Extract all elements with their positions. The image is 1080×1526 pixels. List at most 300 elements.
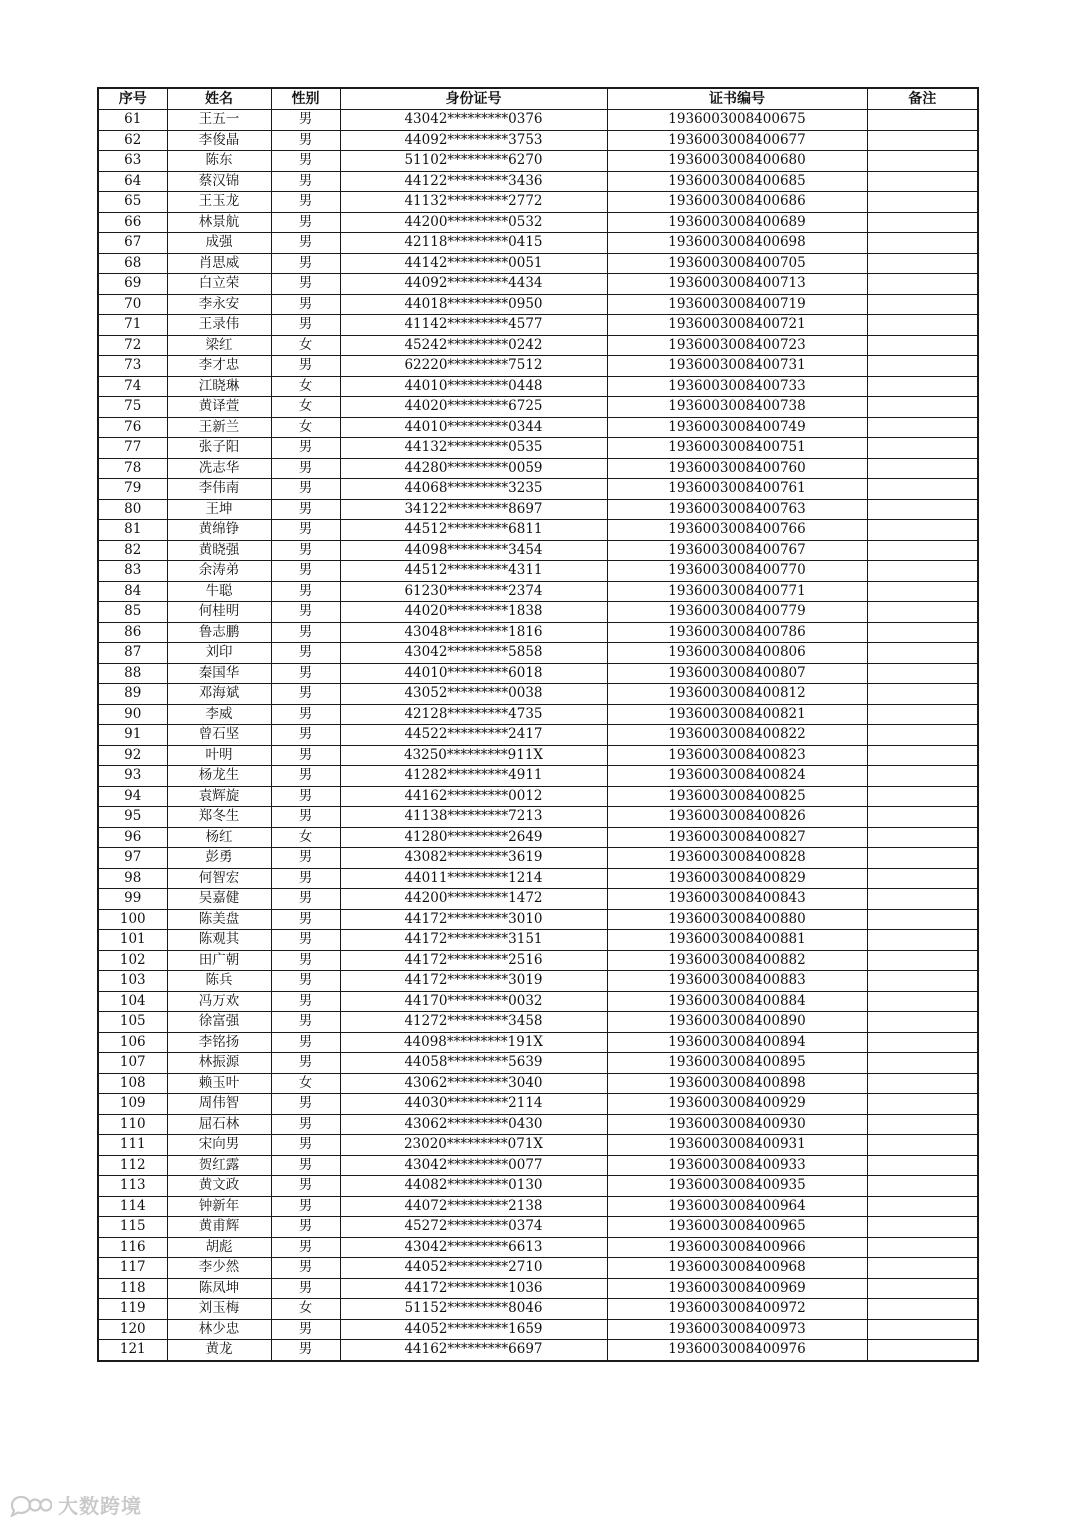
cell-id-number: 43082*********3619 xyxy=(340,848,607,869)
cell-name: 李永安 xyxy=(167,294,271,315)
cell-index: 104 xyxy=(98,991,167,1012)
cell-index: 71 xyxy=(98,315,167,336)
header-gender: 性别 xyxy=(271,88,340,110)
cell-id-number: 43042*********0077 xyxy=(340,1155,607,1176)
cell-index: 120 xyxy=(98,1319,167,1340)
table-row xyxy=(98,151,978,172)
cell-name: 黄晓强 xyxy=(167,540,271,561)
table-row xyxy=(98,684,978,705)
cell-certificate-number: 1936003008400824 xyxy=(607,766,867,787)
cell-id-number: 41280*********2649 xyxy=(340,827,607,848)
cell-gender: 男 xyxy=(271,1114,340,1135)
cell-gender: 男 xyxy=(271,581,340,602)
cell-remarks xyxy=(867,335,978,356)
cell-gender: 女 xyxy=(271,1299,340,1320)
cell-index: 72 xyxy=(98,335,167,356)
cell-gender: 女 xyxy=(271,376,340,397)
table-row xyxy=(98,745,978,766)
cell-certificate-number: 1936003008400680 xyxy=(607,151,867,172)
cell-certificate-number: 1936003008400826 xyxy=(607,807,867,828)
cell-gender: 男 xyxy=(271,1176,340,1197)
table-row xyxy=(98,1135,978,1156)
cell-name: 白立荣 xyxy=(167,274,271,295)
cell-certificate-number: 1936003008400749 xyxy=(607,417,867,438)
table-row xyxy=(98,1176,978,1197)
cell-index: 77 xyxy=(98,438,167,459)
cell-gender: 男 xyxy=(271,868,340,889)
cell-id-number: 44010*********6018 xyxy=(340,663,607,684)
cell-index: 70 xyxy=(98,294,167,315)
cell-id-number: 44092*********4434 xyxy=(340,274,607,295)
cell-gender: 男 xyxy=(271,1237,340,1258)
cell-name: 邓海斌 xyxy=(167,684,271,705)
cell-certificate-number: 1936003008400786 xyxy=(607,622,867,643)
cell-index: 115 xyxy=(98,1217,167,1238)
table-row xyxy=(98,171,978,192)
cell-index: 113 xyxy=(98,1176,167,1197)
cell-name: 李才忠 xyxy=(167,356,271,377)
cell-certificate-number: 1936003008400751 xyxy=(607,438,867,459)
cell-id-number: 44092*********3753 xyxy=(340,130,607,151)
cell-id-number: 44512*********4311 xyxy=(340,561,607,582)
cell-name: 李铭扬 xyxy=(167,1032,271,1053)
cell-index: 94 xyxy=(98,786,167,807)
table-row xyxy=(98,540,978,561)
cell-index: 102 xyxy=(98,950,167,971)
cell-id-number: 41138*********7213 xyxy=(340,807,607,828)
cell-index: 74 xyxy=(98,376,167,397)
cell-id-number: 44098*********191X xyxy=(340,1032,607,1053)
cell-id-number: 44172*********2516 xyxy=(340,950,607,971)
cell-name: 黄文政 xyxy=(167,1176,271,1197)
cell-gender: 男 xyxy=(271,1340,340,1361)
cell-remarks xyxy=(867,233,978,254)
table-row xyxy=(98,356,978,377)
cell-name: 何桂明 xyxy=(167,602,271,623)
cell-gender: 男 xyxy=(271,766,340,787)
cell-gender: 女 xyxy=(271,335,340,356)
cell-remarks xyxy=(867,950,978,971)
cell-name: 陈兵 xyxy=(167,971,271,992)
cell-gender: 男 xyxy=(271,909,340,930)
cell-name: 曾石坚 xyxy=(167,725,271,746)
table-row xyxy=(98,315,978,336)
cell-remarks xyxy=(867,1196,978,1217)
cell-index: 110 xyxy=(98,1114,167,1135)
cell-index: 106 xyxy=(98,1032,167,1053)
cell-certificate-number: 1936003008400823 xyxy=(607,745,867,766)
cell-remarks xyxy=(867,868,978,889)
cell-remarks xyxy=(867,397,978,418)
table-row xyxy=(98,930,978,951)
cell-gender: 男 xyxy=(271,663,340,684)
cell-remarks xyxy=(867,1340,978,1361)
cell-name: 余涛弟 xyxy=(167,561,271,582)
cell-remarks xyxy=(867,192,978,213)
cell-id-number: 44122*********3436 xyxy=(340,171,607,192)
cell-gender: 男 xyxy=(271,1155,340,1176)
table-row xyxy=(98,1032,978,1053)
cell-name: 牛聪 xyxy=(167,581,271,602)
cell-index: 99 xyxy=(98,889,167,910)
cell-certificate-number: 1936003008400733 xyxy=(607,376,867,397)
cell-certificate-number: 1936003008400884 xyxy=(607,991,867,1012)
cell-index: 91 xyxy=(98,725,167,746)
cell-index: 76 xyxy=(98,417,167,438)
cell-index: 100 xyxy=(98,909,167,930)
cell-gender: 男 xyxy=(271,253,340,274)
cell-remarks xyxy=(867,458,978,479)
cell-remarks xyxy=(867,1094,978,1115)
cell-gender: 女 xyxy=(271,397,340,418)
cell-name: 林景航 xyxy=(167,212,271,233)
cell-id-number: 44162*********0012 xyxy=(340,786,607,807)
cell-remarks xyxy=(867,1053,978,1074)
table-row xyxy=(98,1114,978,1135)
table-row xyxy=(98,520,978,541)
cell-certificate-number: 1936003008400721 xyxy=(607,315,867,336)
cell-index: 68 xyxy=(98,253,167,274)
cell-index: 78 xyxy=(98,458,167,479)
cell-remarks xyxy=(867,766,978,787)
table-row xyxy=(98,1258,978,1279)
table-row xyxy=(98,950,978,971)
cell-id-number: 44162*********6697 xyxy=(340,1340,607,1361)
cell-id-number: 45272*********0374 xyxy=(340,1217,607,1238)
cell-certificate-number: 1936003008400968 xyxy=(607,1258,867,1279)
cell-name: 何智宏 xyxy=(167,868,271,889)
cell-name: 周伟智 xyxy=(167,1094,271,1115)
cell-index: 96 xyxy=(98,827,167,848)
table-row xyxy=(98,766,978,787)
cell-id-number: 43052*********0038 xyxy=(340,684,607,705)
cell-name: 钟新年 xyxy=(167,1196,271,1217)
table-row xyxy=(98,438,978,459)
cell-remarks xyxy=(867,1135,978,1156)
cell-remarks xyxy=(867,1073,978,1094)
table-row xyxy=(98,1278,978,1299)
cell-id-number: 44020*********6725 xyxy=(340,397,607,418)
cell-id-number: 44072*********2138 xyxy=(340,1196,607,1217)
cell-certificate-number: 1936003008400969 xyxy=(607,1278,867,1299)
table-row xyxy=(98,253,978,274)
cell-certificate-number: 1936003008400689 xyxy=(607,212,867,233)
cell-index: 107 xyxy=(98,1053,167,1074)
table-header-row xyxy=(98,88,978,110)
cell-name: 宋向男 xyxy=(167,1135,271,1156)
cell-gender: 男 xyxy=(271,602,340,623)
table-row xyxy=(98,807,978,828)
cell-certificate-number: 1936003008400930 xyxy=(607,1114,867,1135)
cell-id-number: 44172*********3151 xyxy=(340,930,607,951)
table-row xyxy=(98,643,978,664)
cell-index: 75 xyxy=(98,397,167,418)
cell-name: 张子阳 xyxy=(167,438,271,459)
cell-remarks xyxy=(867,356,978,377)
cell-name: 杨红 xyxy=(167,827,271,848)
cell-name: 郑冬生 xyxy=(167,807,271,828)
cell-gender: 男 xyxy=(271,499,340,520)
cell-name: 黄译萱 xyxy=(167,397,271,418)
cell-certificate-number: 1936003008400685 xyxy=(607,171,867,192)
cell-name: 黄绵铮 xyxy=(167,520,271,541)
table-row xyxy=(98,233,978,254)
cell-id-number: 44200*********0532 xyxy=(340,212,607,233)
cell-certificate-number: 1936003008400880 xyxy=(607,909,867,930)
cell-remarks xyxy=(867,130,978,151)
cell-certificate-number: 1936003008400713 xyxy=(607,274,867,295)
cell-name: 林少忠 xyxy=(167,1319,271,1340)
cell-name: 彭勇 xyxy=(167,848,271,869)
cell-name: 屈石林 xyxy=(167,1114,271,1135)
cell-gender: 男 xyxy=(271,1012,340,1033)
table-row xyxy=(98,479,978,500)
header-id-number: 身份证号 xyxy=(340,88,607,110)
cell-id-number: 43250*********911X xyxy=(340,745,607,766)
cell-certificate-number: 1936003008400929 xyxy=(607,1094,867,1115)
cell-remarks xyxy=(867,1032,978,1053)
cell-index: 118 xyxy=(98,1278,167,1299)
cell-remarks xyxy=(867,1237,978,1258)
table-row xyxy=(98,274,978,295)
cell-name: 陈观其 xyxy=(167,930,271,951)
cell-name: 贺红露 xyxy=(167,1155,271,1176)
cell-id-number: 44280*********0059 xyxy=(340,458,607,479)
cell-id-number: 62220*********7512 xyxy=(340,356,607,377)
cell-name: 林振源 xyxy=(167,1053,271,1074)
cell-id-number: 44098*********3454 xyxy=(340,540,607,561)
cell-certificate-number: 1936003008400686 xyxy=(607,192,867,213)
header-name: 姓名 xyxy=(167,88,271,110)
cell-index: 65 xyxy=(98,192,167,213)
table-row xyxy=(98,397,978,418)
table-row xyxy=(98,868,978,889)
cell-remarks xyxy=(867,889,978,910)
table-row xyxy=(98,827,978,848)
cell-gender: 男 xyxy=(271,1094,340,1115)
cell-name: 鲁志鹏 xyxy=(167,622,271,643)
cell-certificate-number: 1936003008400964 xyxy=(607,1196,867,1217)
cell-index: 63 xyxy=(98,151,167,172)
cell-index: 62 xyxy=(98,130,167,151)
cell-index: 82 xyxy=(98,540,167,561)
cell-id-number: 44011*********1214 xyxy=(340,868,607,889)
cell-certificate-number: 1936003008400965 xyxy=(607,1217,867,1238)
cell-remarks xyxy=(867,848,978,869)
cell-id-number: 34122*********8697 xyxy=(340,499,607,520)
cell-certificate-number: 1936003008400807 xyxy=(607,663,867,684)
cell-certificate-number: 1936003008400767 xyxy=(607,540,867,561)
cell-gender: 女 xyxy=(271,827,340,848)
cell-index: 61 xyxy=(98,110,167,131)
cell-index: 105 xyxy=(98,1012,167,1033)
cell-remarks xyxy=(867,725,978,746)
cell-name: 冼志华 xyxy=(167,458,271,479)
certificate-table xyxy=(97,87,979,1362)
cell-id-number: 43042*********5858 xyxy=(340,643,607,664)
cell-id-number: 44010*********0448 xyxy=(340,376,607,397)
cell-certificate-number: 1936003008400675 xyxy=(607,110,867,131)
cell-certificate-number: 1936003008400822 xyxy=(607,725,867,746)
cell-gender: 男 xyxy=(271,786,340,807)
cell-certificate-number: 1936003008400698 xyxy=(607,233,867,254)
cell-remarks xyxy=(867,1114,978,1135)
cell-gender: 男 xyxy=(271,1217,340,1238)
cell-certificate-number: 1936003008400843 xyxy=(607,889,867,910)
cell-id-number: 44068*********3235 xyxy=(340,479,607,500)
cell-id-number: 42128*********4735 xyxy=(340,704,607,725)
cell-index: 114 xyxy=(98,1196,167,1217)
table-row xyxy=(98,376,978,397)
cell-remarks xyxy=(867,110,978,131)
cell-certificate-number: 1936003008400770 xyxy=(607,561,867,582)
table-row xyxy=(98,786,978,807)
cell-name: 王玉龙 xyxy=(167,192,271,213)
table-row xyxy=(98,581,978,602)
cell-name: 蔡汉锦 xyxy=(167,171,271,192)
cell-id-number: 44020*********1838 xyxy=(340,602,607,623)
cell-id-number: 43048*********1816 xyxy=(340,622,607,643)
table-row xyxy=(98,1299,978,1320)
cell-name: 刘玉梅 xyxy=(167,1299,271,1320)
cell-certificate-number: 1936003008400883 xyxy=(607,971,867,992)
cell-index: 119 xyxy=(98,1299,167,1320)
table-row xyxy=(98,725,978,746)
cell-gender: 男 xyxy=(271,130,340,151)
cell-remarks xyxy=(867,561,978,582)
cell-certificate-number: 1936003008400719 xyxy=(607,294,867,315)
cell-gender: 男 xyxy=(271,1319,340,1340)
cell-id-number: 44142*********0051 xyxy=(340,253,607,274)
cell-name: 胡彪 xyxy=(167,1237,271,1258)
cell-remarks xyxy=(867,1319,978,1340)
cell-index: 67 xyxy=(98,233,167,254)
cell-gender: 男 xyxy=(271,110,340,131)
cell-index: 79 xyxy=(98,479,167,500)
cell-certificate-number: 1936003008400894 xyxy=(607,1032,867,1053)
cell-id-number: 44170*********0032 xyxy=(340,991,607,1012)
header-certificate-number: 证书编号 xyxy=(607,88,867,110)
cell-id-number: 41132*********2772 xyxy=(340,192,607,213)
cell-gender: 男 xyxy=(271,704,340,725)
cell-remarks xyxy=(867,786,978,807)
cell-remarks xyxy=(867,171,978,192)
cell-name: 赖玉叶 xyxy=(167,1073,271,1094)
cell-certificate-number: 1936003008400829 xyxy=(607,868,867,889)
cell-remarks xyxy=(867,602,978,623)
cell-index: 81 xyxy=(98,520,167,541)
cell-id-number: 44172*********3019 xyxy=(340,971,607,992)
cell-gender: 男 xyxy=(271,315,340,336)
cell-name: 田广朝 xyxy=(167,950,271,971)
cell-index: 117 xyxy=(98,1258,167,1279)
cell-remarks xyxy=(867,315,978,336)
cell-name: 江晓琳 xyxy=(167,376,271,397)
table-row xyxy=(98,1217,978,1238)
cell-id-number: 44010*********0344 xyxy=(340,417,607,438)
cell-index: 87 xyxy=(98,643,167,664)
cell-id-number: 43042*********6613 xyxy=(340,1237,607,1258)
header-remarks: 备注 xyxy=(867,88,978,110)
cell-name: 吴嘉健 xyxy=(167,889,271,910)
cell-remarks xyxy=(867,909,978,930)
cell-certificate-number: 1936003008400821 xyxy=(607,704,867,725)
cell-id-number: 44052*********1659 xyxy=(340,1319,607,1340)
cell-name: 李伟南 xyxy=(167,479,271,500)
cell-name: 李俊晶 xyxy=(167,130,271,151)
cell-index: 92 xyxy=(98,745,167,766)
cell-gender: 男 xyxy=(271,151,340,172)
cell-id-number: 43062*********3040 xyxy=(340,1073,607,1094)
cell-certificate-number: 1936003008400760 xyxy=(607,458,867,479)
cell-index: 83 xyxy=(98,561,167,582)
cell-gender: 男 xyxy=(271,745,340,766)
cell-remarks xyxy=(867,663,978,684)
table-row xyxy=(98,1340,978,1361)
cell-remarks xyxy=(867,376,978,397)
cell-certificate-number: 1936003008400806 xyxy=(607,643,867,664)
table-row xyxy=(98,1196,978,1217)
cell-gender: 男 xyxy=(271,950,340,971)
cell-remarks xyxy=(867,253,978,274)
cell-gender: 男 xyxy=(271,725,340,746)
cell-gender: 男 xyxy=(271,171,340,192)
table-row xyxy=(98,909,978,930)
cell-name: 王五一 xyxy=(167,110,271,131)
cell-name: 陈美盘 xyxy=(167,909,271,930)
cell-gender: 男 xyxy=(271,971,340,992)
cell-name: 王坤 xyxy=(167,499,271,520)
cell-certificate-number: 1936003008400898 xyxy=(607,1073,867,1094)
cell-gender: 男 xyxy=(271,991,340,1012)
cell-name: 秦国华 xyxy=(167,663,271,684)
cell-id-number: 41142*********4577 xyxy=(340,315,607,336)
cell-certificate-number: 1936003008400779 xyxy=(607,602,867,623)
cell-remarks xyxy=(867,807,978,828)
cell-index: 90 xyxy=(98,704,167,725)
cell-index: 89 xyxy=(98,684,167,705)
cell-id-number: 44172*********3010 xyxy=(340,909,607,930)
cell-remarks xyxy=(867,930,978,951)
cell-remarks xyxy=(867,991,978,1012)
table-row xyxy=(98,192,978,213)
cell-remarks xyxy=(867,1258,978,1279)
cell-id-number: 44058*********5639 xyxy=(340,1053,607,1074)
cell-index: 86 xyxy=(98,622,167,643)
cell-gender: 男 xyxy=(271,848,340,869)
table-row xyxy=(98,212,978,233)
cell-remarks xyxy=(867,294,978,315)
cell-certificate-number: 1936003008400935 xyxy=(607,1176,867,1197)
cell-gender: 男 xyxy=(271,192,340,213)
table-row xyxy=(98,663,978,684)
table-row xyxy=(98,602,978,623)
table-row xyxy=(98,1012,978,1033)
cell-certificate-number: 1936003008400895 xyxy=(607,1053,867,1074)
cell-remarks xyxy=(867,1278,978,1299)
cell-index: 112 xyxy=(98,1155,167,1176)
watermark-text: 大数跨境 xyxy=(58,1494,142,1518)
cell-remarks xyxy=(867,438,978,459)
header-index: 序号 xyxy=(98,88,167,110)
cell-gender: 男 xyxy=(271,1032,340,1053)
cell-index: 73 xyxy=(98,356,167,377)
cell-certificate-number: 1936003008400825 xyxy=(607,786,867,807)
cell-id-number: 23020*********071X xyxy=(340,1135,607,1156)
cell-gender: 男 xyxy=(271,1053,340,1074)
table-row xyxy=(98,1094,978,1115)
table-row xyxy=(98,622,978,643)
